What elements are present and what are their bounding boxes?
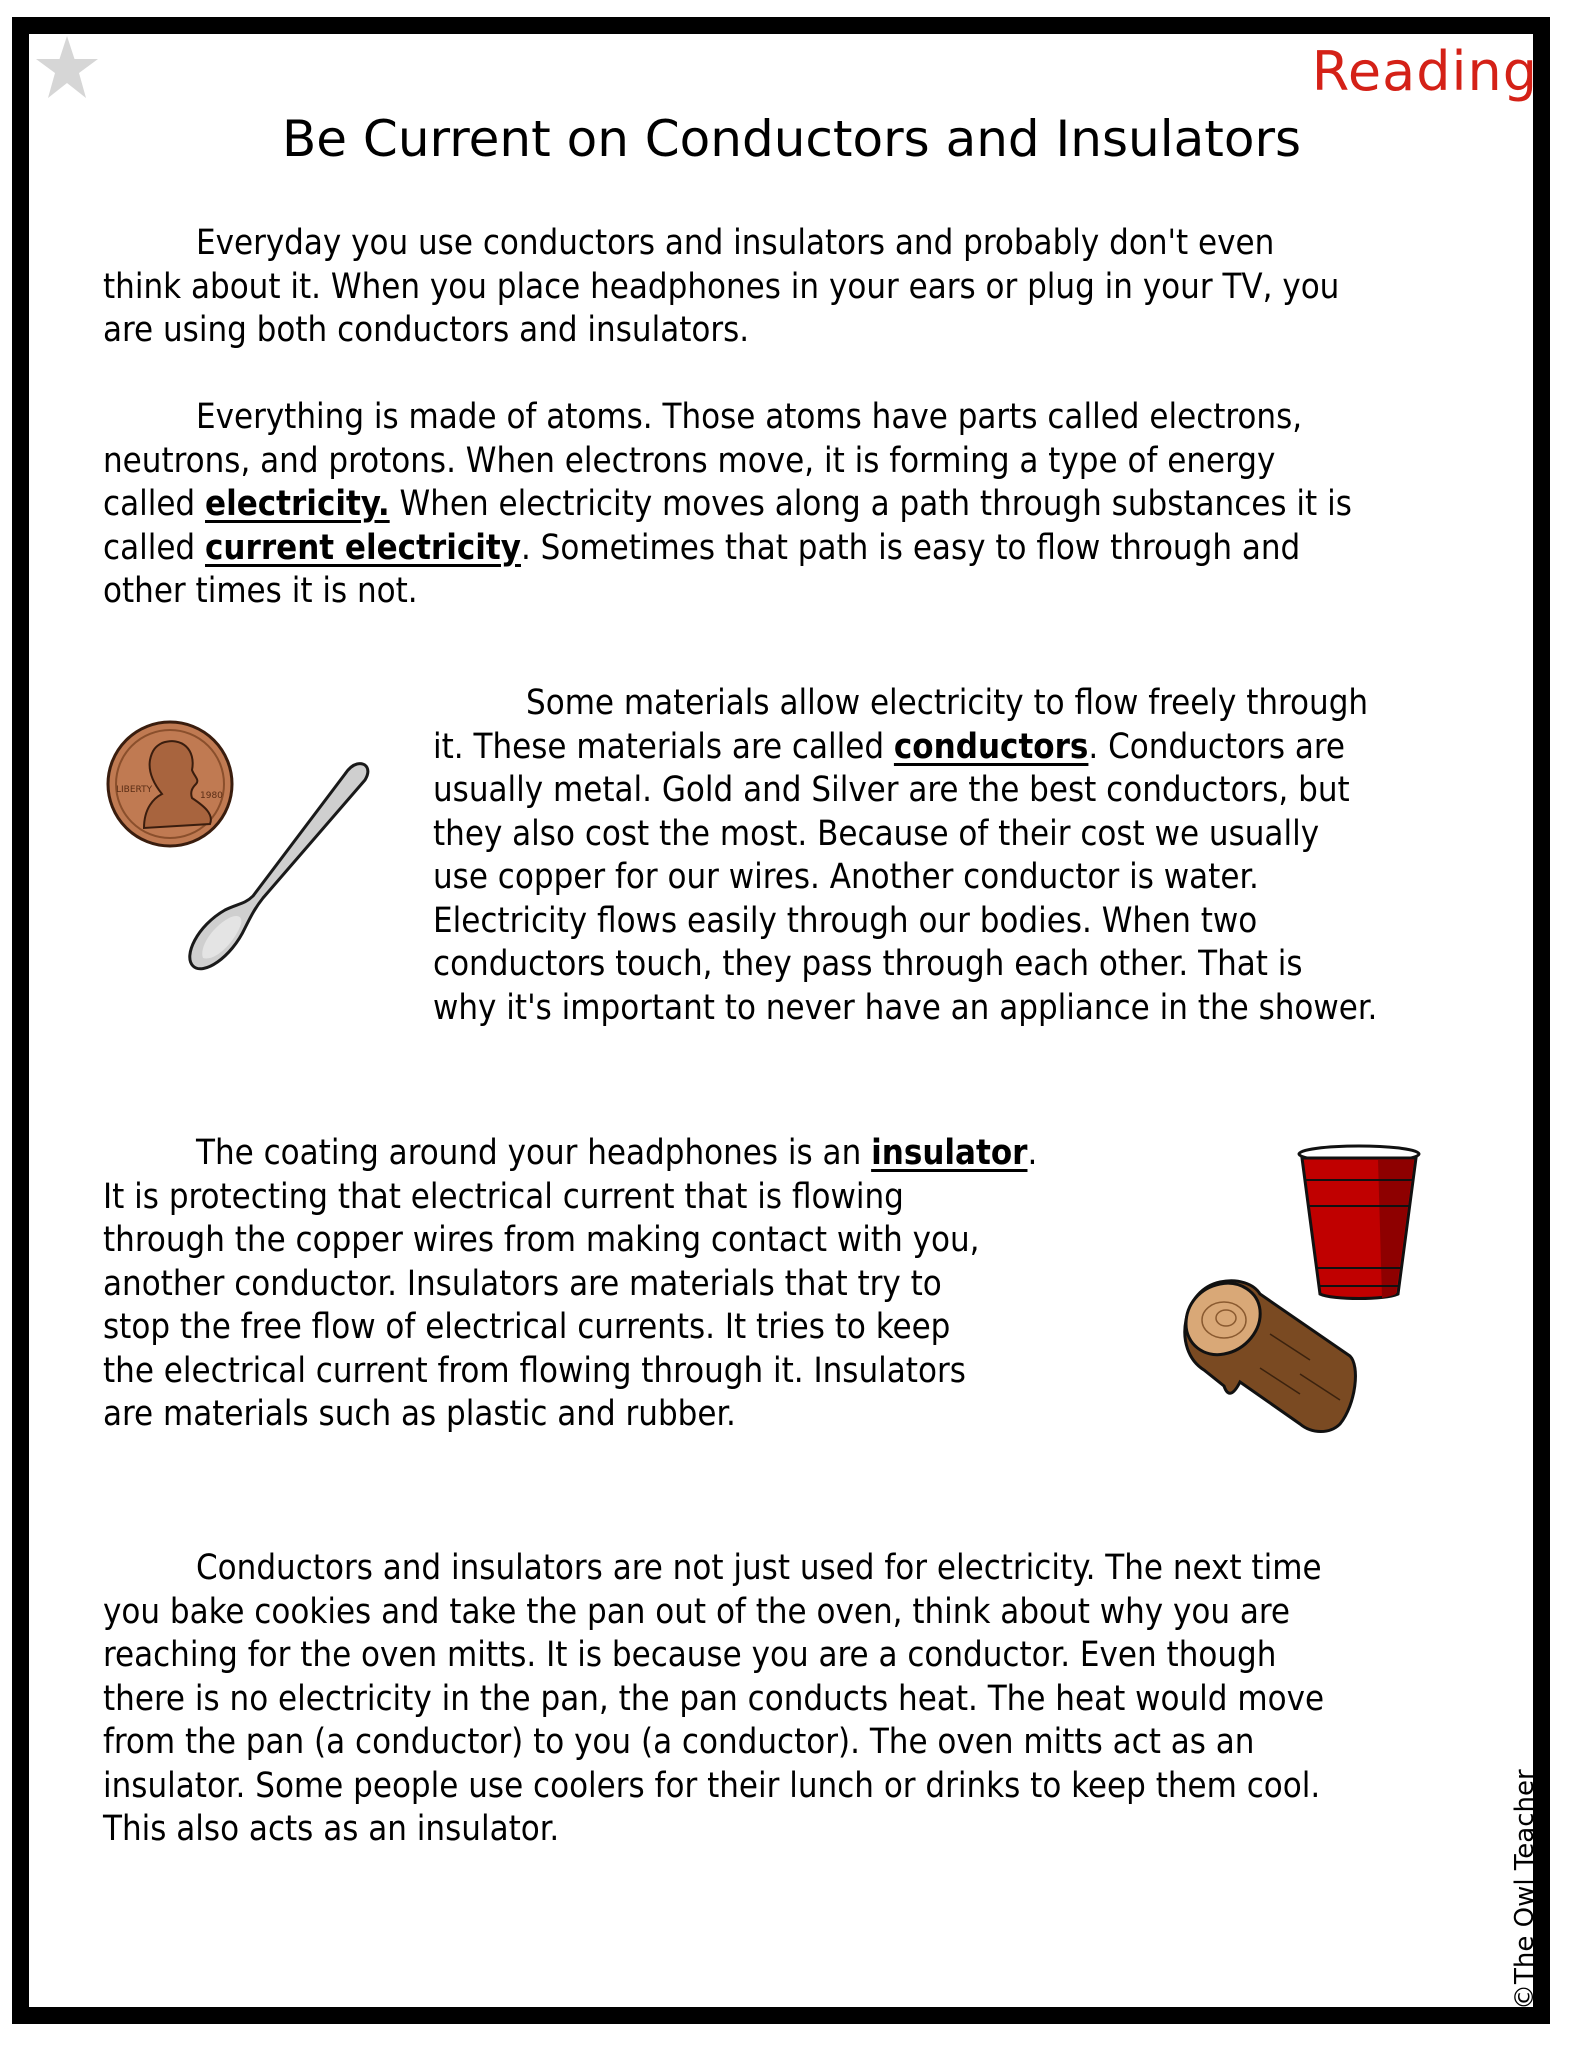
- text-line: from the pan (a conductor) to you (a conductor). The oven mitts act as an: [103, 1722, 1255, 1762]
- text-line: conductors touch, they pass through each other. That is: [433, 944, 1303, 984]
- text-line: Some materials allow electricity to flow freely through: [526, 683, 1369, 723]
- copyright-notice: ©The Owl Teacher: [1510, 1769, 1540, 2010]
- text-line: insulator. Some people use coolers for their lunch or drinks to keep them cool.: [103, 1765, 1321, 1806]
- text-line: are using both conductors and insulators.: [103, 310, 750, 350]
- text-line: the electrical current from flowing through it. Insulators: [103, 1350, 966, 1391]
- text-line: other times it is not.: [103, 571, 418, 611]
- text-line: through the copper wires from making contact with you,: [103, 1220, 980, 1260]
- text-line: they also cost the most. Because of their cost we usually: [433, 813, 1320, 854]
- text-line: This also acts as an insulator.: [103, 1809, 560, 1849]
- paragraph-insulators: [103, 1132, 1037, 1437]
- text-line: [103, 1132, 1037, 1176]
- star-icon: [36, 36, 98, 102]
- page-title: Be Current on Conductors and Insulators: [281, 110, 1302, 168]
- wood-log-icon: [1180, 1274, 1360, 1434]
- text-line: another conductor. Insulators are materials that try to: [103, 1263, 942, 1304]
- text-fragment: When electricity moves along a path through substances it is: [389, 484, 1352, 524]
- text-line: [103, 527, 1352, 571]
- text-line: why it's important to never have an appliance in the shower.: [433, 987, 1378, 1028]
- text-fragment: The coating around your headphones is an: [196, 1133, 872, 1173]
- text-line: usually metal. Gold and Silver are the best conductors, but: [433, 770, 1350, 810]
- keyword-electricity: electricity.: [205, 484, 390, 524]
- text-line: [433, 726, 1377, 770]
- text-line: there is no electricity in the pan, the pan conducts heat. The heat would move: [103, 1678, 1325, 1719]
- text-fragment: called: [103, 484, 206, 524]
- penny-year-text: 1980: [200, 791, 223, 801]
- text-fragment: it. These materials are called: [433, 726, 894, 767]
- text-line: [103, 483, 1352, 527]
- text-line: Everyday you use conductors and insulators and probably don't even: [196, 223, 1275, 263]
- text-fragment: .: [1027, 1133, 1038, 1173]
- keyword-insulator: insulator: [871, 1133, 1028, 1173]
- text-line: you bake cookies and take the pan out of the oven, think about why you are: [103, 1591, 1290, 1632]
- paragraph-conductors: [433, 682, 1377, 1030]
- text-line: think about it. When you place headphones in your ears or plug in your TV, you: [103, 266, 1340, 307]
- text-line: neutrons, and protons. When electrons move, it is forming a type of energy: [103, 440, 1276, 481]
- text-line: It is protecting that electrical current that is flowing: [103, 1176, 904, 1217]
- text-line: use copper for our wires. Another conductor is water.: [433, 857, 1259, 897]
- paragraph-heat: [103, 1547, 1324, 1852]
- text-fragment: . Sometimes that path is easy to flow through and: [520, 527, 1301, 568]
- subject-label: Reading: [1311, 40, 1538, 103]
- paragraph-atoms: [103, 396, 1352, 614]
- text-line: stop the free flow of electrical currents. It tries to keep: [103, 1307, 951, 1347]
- text-line: are materials such as plastic and rubber.: [103, 1394, 736, 1434]
- paragraph-intro: [103, 222, 1339, 353]
- spoon-icon: [185, 758, 375, 978]
- penny-liberty-text: LIBERTY: [116, 785, 153, 795]
- text-line: Everything is made of atoms. Those atoms have parts called electrons,: [196, 397, 1303, 437]
- keyword-conductors: conductors: [893, 726, 1089, 767]
- text-line: Conductors and insulators are not just used for electricity. The next time: [196, 1548, 1322, 1588]
- text-line: Electricity flows easily through our bodies. When two: [433, 900, 1258, 941]
- text-line: reaching for the oven mitts. It is because you are a conductor. Even though: [103, 1635, 1277, 1675]
- text-fragment: called: [103, 527, 206, 568]
- keyword-current-electricity: current electricity: [205, 527, 521, 568]
- text-fragment: . Conductors are: [1088, 726, 1345, 767]
